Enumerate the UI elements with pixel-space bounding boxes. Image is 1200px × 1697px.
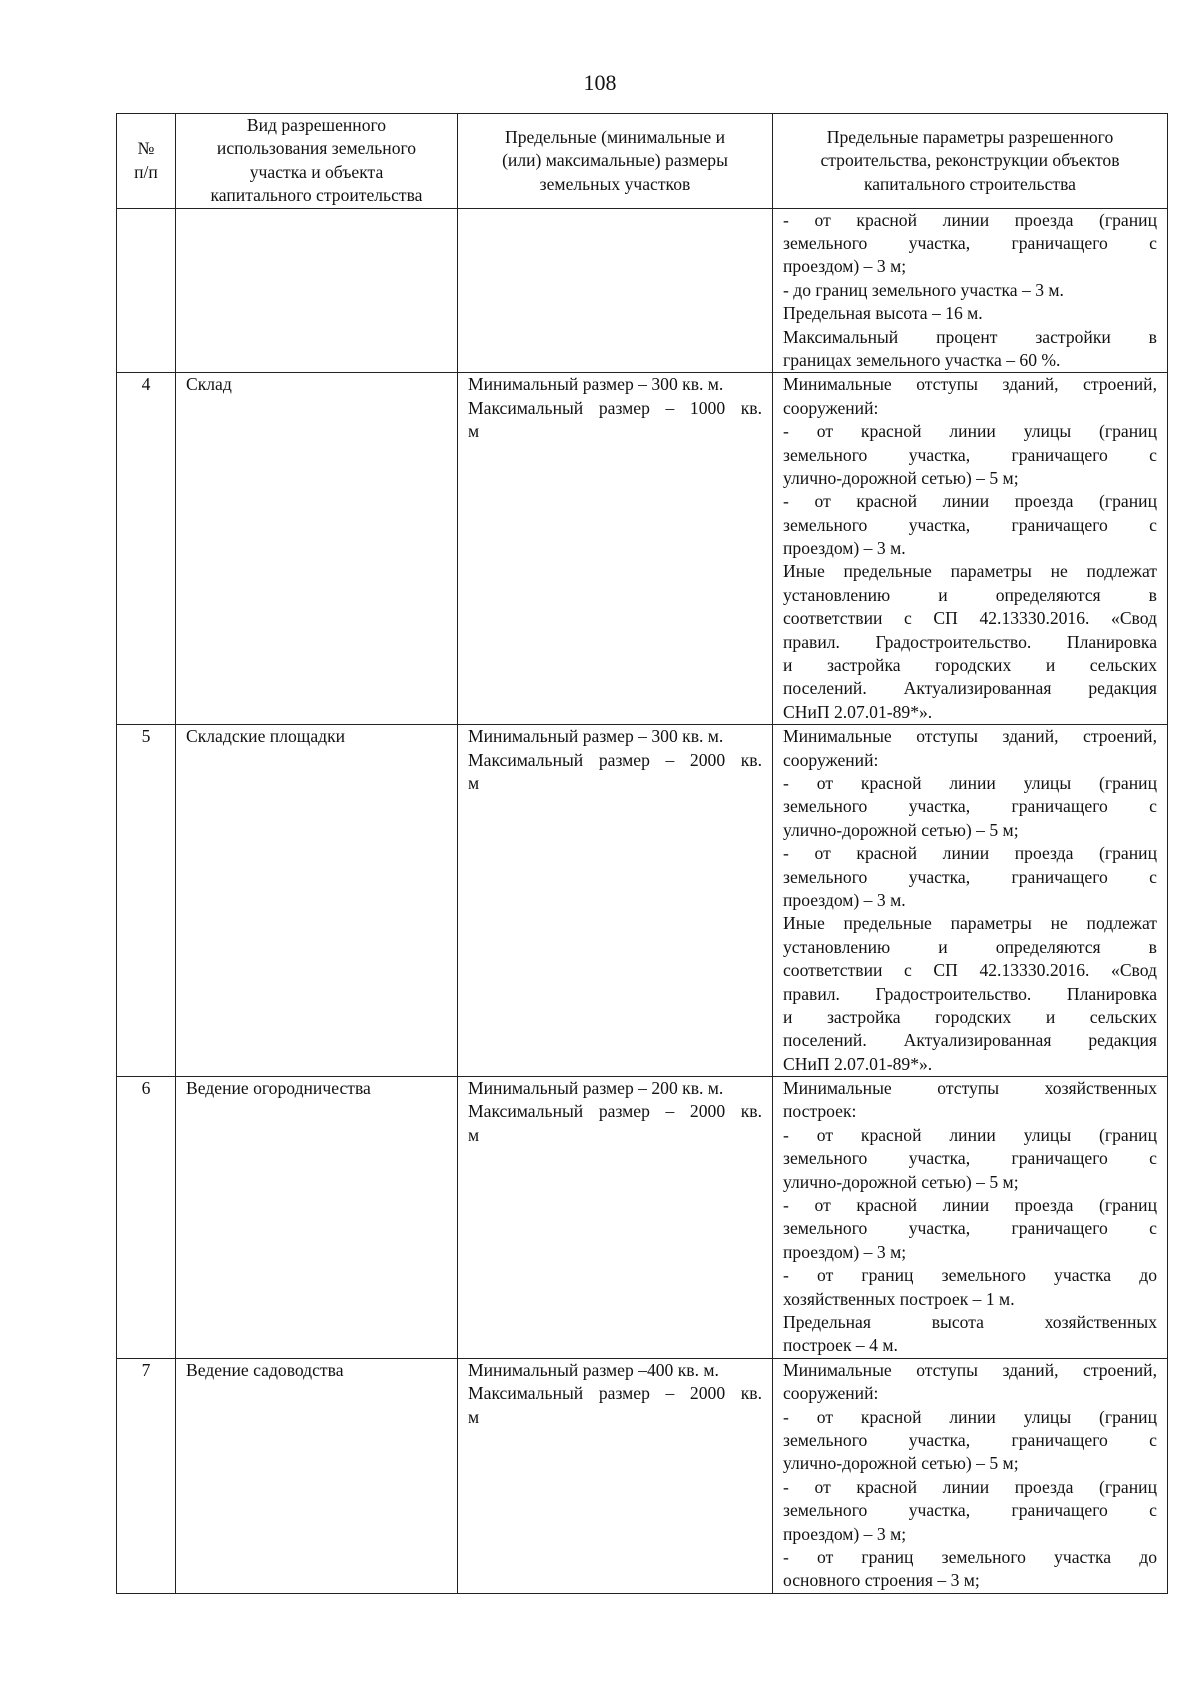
- construction-params-line: границах земельного участка – 60 %.: [783, 349, 1061, 370]
- plot-size-line: м: [468, 1406, 480, 1427]
- plot-size-line: Максимальный размер – 1000 кв.: [468, 397, 762, 418]
- construction-params-line: сооружений:: [783, 1383, 879, 1404]
- construction-params-line: - от красной линии улицы (границ: [783, 1124, 1157, 1145]
- construction-params-line: Минимальные отступы хозяйственных: [783, 1078, 1157, 1099]
- table-header-row: [117, 114, 1168, 209]
- row-number: 5: [117, 725, 176, 1077]
- construction-params-line: проездом) – 3 м.: [783, 889, 906, 910]
- construction-params-line: земельного участка, граничащего с: [783, 444, 1157, 465]
- construction-params-line: поселений. Актуализированная редакция: [783, 1030, 1157, 1051]
- construction-params-line: и застройка городских и сельских: [783, 1006, 1157, 1027]
- table-row: [117, 208, 1168, 373]
- table-row: [117, 1077, 1168, 1359]
- construction-params-line: Максимальный процент застройки в: [783, 326, 1157, 347]
- construction-params-line: - от красной линии проезда (границ: [783, 209, 1157, 230]
- construction-params-line: улично-дорожной сетью) – 5 м;: [783, 1453, 1019, 1474]
- construction-params-line: сооружений:: [783, 397, 879, 418]
- construction-params-line: земельного участка, граничащего с: [783, 233, 1157, 254]
- plot-size-line: Максимальный размер – 2000 кв.: [468, 749, 762, 770]
- header-construction-params: [773, 114, 1168, 209]
- construction-params-line: проездом) – 3 м.: [783, 538, 906, 559]
- header-line: участка и объекта: [249, 161, 384, 182]
- construction-params-line: правил. Градостроительство. Планировка: [783, 983, 1157, 1004]
- land-use-table: [116, 113, 1168, 1594]
- plot-size-line: Минимальный размер – 200 кв. м.: [468, 1078, 724, 1099]
- header-use-type: [176, 114, 458, 209]
- construction-params-line: проездом) – 3 м;: [783, 1241, 907, 1262]
- construction-params-line: СНиП 2.07.01-89*».: [783, 1053, 933, 1074]
- construction-params-line: проездом) – 3 м;: [783, 1523, 907, 1544]
- construction-params-line: земельного участка, граничащего с: [783, 1500, 1157, 1521]
- plot-size-line: Минимальный размер – 300 кв. м.: [468, 374, 724, 395]
- construction-params-line: поселений. Актуализированная редакция: [783, 678, 1157, 699]
- use-type-cell: Складские площадки: [176, 725, 458, 1077]
- row-number: [117, 208, 176, 373]
- header-number: [117, 114, 176, 209]
- plot-size-line: Минимальный размер –400 кв. м.: [468, 1359, 719, 1380]
- plot-size-line: Максимальный размер – 2000 кв.: [468, 1101, 762, 1122]
- construction-params-line: улично-дорожной сетью) – 5 м;: [783, 1171, 1019, 1192]
- construction-params-line: - до границ земельного участка – 3 м.: [783, 279, 1064, 300]
- construction-params-line: - от красной линии улицы (границ: [783, 1406, 1157, 1427]
- construction-params-line: сооружений:: [783, 749, 879, 770]
- plot-size-line: м: [468, 1124, 480, 1145]
- construction-params-line: - от границ земельного участка до: [783, 1265, 1157, 1286]
- row-number: 7: [117, 1358, 176, 1593]
- plot-size-line: Минимальный размер – 300 кв. м.: [468, 726, 724, 747]
- construction-params-line: Минимальные отступы зданий, строений,: [783, 374, 1157, 395]
- plot-size-cell: [458, 1077, 773, 1359]
- construction-params-cell: [773, 373, 1168, 725]
- construction-params-line: - от красной линии проезда (границ: [783, 1476, 1157, 1497]
- construction-params-line: земельного участка, граничащего с: [783, 1218, 1157, 1239]
- header-line: Предельные (минимальные и: [505, 126, 725, 147]
- table-body: [117, 208, 1168, 1593]
- table-row: [117, 1358, 1168, 1593]
- use-type-cell: Склад: [176, 373, 458, 725]
- header-line: Предельные параметры разрешенного: [826, 126, 1114, 147]
- construction-params-line: соответствии с СП 42.13330.2016. «Свод: [783, 608, 1157, 629]
- header-line: строительства, реконструкции объектов: [820, 150, 1120, 171]
- construction-params-line: - от красной линии проезда (границ: [783, 843, 1157, 864]
- construction-params-line: земельного участка, граничащего с: [783, 796, 1157, 817]
- construction-params-cell: [773, 725, 1168, 1077]
- use-type-cell: [176, 208, 458, 373]
- construction-params-line: - от красной линии проезда (границ: [783, 1195, 1157, 1216]
- construction-params-line: улично-дорожной сетью) – 5 м;: [783, 819, 1019, 840]
- construction-params-line: Минимальные отступы зданий, строений,: [783, 726, 1157, 747]
- header-line: Вид разрешенного: [246, 115, 387, 135]
- table-row: [117, 725, 1168, 1077]
- construction-params-line: земельного участка, граничащего с: [783, 866, 1157, 887]
- table-row: [117, 373, 1168, 725]
- construction-params-cell: [773, 208, 1168, 373]
- construction-params-line: Иные предельные параметры не подлежат: [783, 913, 1157, 934]
- plot-size-cell: [458, 208, 773, 373]
- construction-params-line: земельного участка, граничащего с: [783, 514, 1157, 535]
- construction-params-line: Предельная высота – 16 м.: [783, 303, 983, 324]
- construction-params-line: земельного участка, граничащего с: [783, 1429, 1157, 1450]
- header-line: земельных участков: [539, 173, 691, 194]
- construction-params-line: Предельная высота хозяйственных: [783, 1311, 1157, 1332]
- use-type-cell: Ведение садоводства: [176, 1358, 458, 1593]
- plot-size-line: Максимальный размер – 2000 кв.: [468, 1383, 762, 1404]
- construction-params-line: установлению и определяются в: [783, 936, 1157, 957]
- construction-params-line: земельного участка, граничащего с: [783, 1148, 1157, 1169]
- row-number: 4: [117, 373, 176, 725]
- construction-params-line: - от границ земельного участка до: [783, 1546, 1157, 1567]
- construction-params-cell: [773, 1358, 1168, 1593]
- construction-params-cell: [773, 1077, 1168, 1359]
- header-line: капитального строительства: [210, 185, 423, 206]
- construction-params-line: - от красной линии проезда (границ: [783, 491, 1157, 512]
- construction-params-line: проездом) – 3 м;: [783, 256, 907, 277]
- construction-params-line: основного строения – 3 м;: [783, 1570, 980, 1591]
- plot-size-line: м: [468, 421, 480, 442]
- row-number: 6: [117, 1077, 176, 1359]
- construction-params-line: Иные предельные параметры не подлежат: [783, 561, 1157, 582]
- construction-params-line: и застройка городских и сельских: [783, 655, 1157, 676]
- page-number: 108: [583, 70, 617, 95]
- construction-params-line: соответствии с СП 42.13330.2016. «Свод: [783, 960, 1157, 981]
- header-line: капитального строительства: [864, 173, 1076, 194]
- construction-params-line: СНиП 2.07.01-89*».: [783, 701, 933, 722]
- construction-params-line: хозяйственных построек – 1 м.: [783, 1288, 1015, 1309]
- construction-params-line: - от красной линии улицы (границ: [783, 421, 1157, 442]
- construction-params-line: правил. Градостроительство. Планировка: [783, 631, 1157, 652]
- construction-params-line: - от красной линии улицы (границ: [783, 773, 1157, 793]
- construction-params-line: построек:: [783, 1101, 857, 1122]
- plot-size-line: м: [468, 773, 480, 793]
- header-line: (или) максимальные) размеры: [502, 150, 728, 171]
- construction-params-line: улично-дорожной сетью) – 5 м;: [783, 467, 1019, 488]
- construction-params-line: Минимальные отступы зданий, строений,: [783, 1359, 1157, 1380]
- plot-size-cell: [458, 1358, 773, 1593]
- header-line: использования земельного: [216, 138, 417, 159]
- construction-params-line: построек – 4 м.: [783, 1335, 898, 1356]
- header-line: п/п: [134, 161, 158, 182]
- header-line: №: [137, 138, 155, 159]
- plot-size-cell: [458, 373, 773, 725]
- header-plot-size: [458, 114, 773, 209]
- construction-params-line: установлению и определяются в: [783, 584, 1157, 605]
- plot-size-cell: [458, 725, 773, 1077]
- use-type-cell: Ведение огородничества: [176, 1077, 458, 1359]
